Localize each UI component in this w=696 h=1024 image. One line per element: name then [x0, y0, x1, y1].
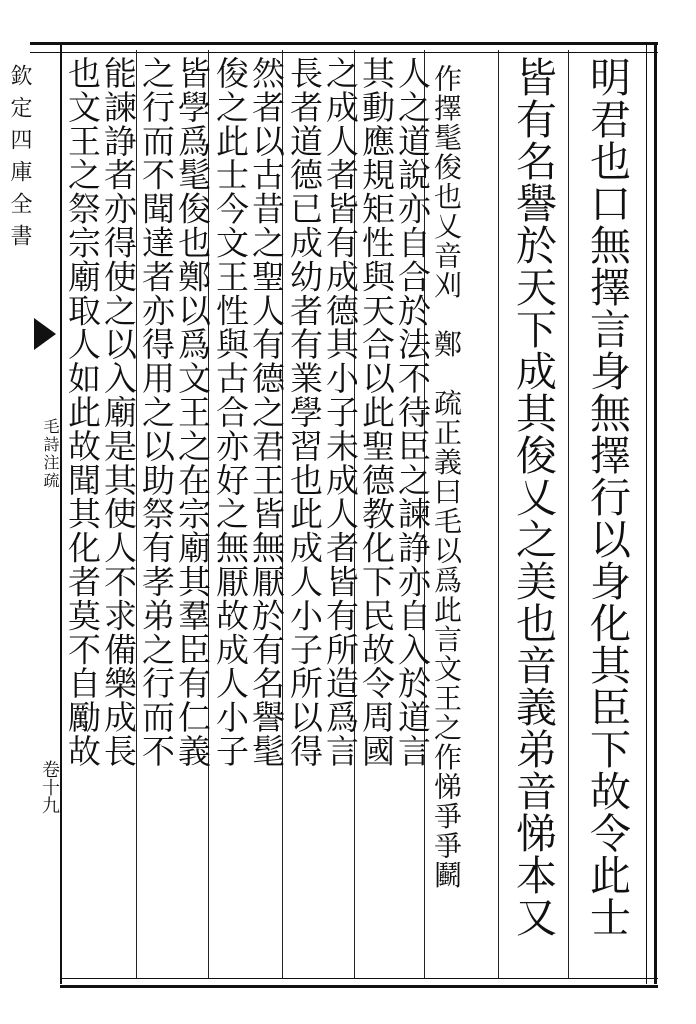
- text-column-5: 其動應規矩性與天合以此聖德教化下民故令周國: [357, 56, 396, 768]
- book-title: 欽定四庫全書: [7, 64, 32, 256]
- text-column-12: 能諫諍者亦得使之以入廟是其使人不求備樂成長: [99, 56, 138, 768]
- text-column-7: 長者道德已成幼者有業學習也此成人小子所以得: [285, 56, 324, 768]
- column-rule: [568, 50, 569, 978]
- text-column-4: 人之道說亦自合於法不待臣之諫諍亦自入於道言: [393, 56, 432, 768]
- text-column-9: 俊之此士今文王性與古合亦好之無厭故成人小子: [211, 56, 250, 768]
- frame-right-border: [646, 42, 657, 984]
- text-column-1: 明君也口無擇言身無擇行以身化其臣下故令此士: [583, 56, 631, 938]
- gutter-rule: [60, 42, 62, 984]
- section-title: 毛詩注疏: [41, 418, 60, 490]
- frame-bottom-border: [60, 978, 658, 988]
- text-column-10: 皆學爲髦俊也鄭以爲文王之在宗廟其羣臣有仁義: [173, 56, 212, 768]
- text-column-3: 作擇髦俊也乂音刈 鄭 疏正義曰毛以爲此言文王之作悌爭爭鬬: [430, 64, 463, 890]
- text-column-2: 皆有名譽於天下成其俊乂之美也音義弟音悌本又: [509, 56, 557, 938]
- fishtail-mark: [34, 318, 56, 350]
- text-column-11: 之行而不聞達者亦得用之以助祭有孝弟之行而不: [137, 56, 176, 768]
- frame-top-border: [30, 42, 658, 53]
- page-number: 卷十九: [39, 760, 60, 814]
- text-column-6: 之成人者皆有成德其小子未成人者皆有所造爲言: [321, 56, 360, 768]
- text-column-13: 也文王之祭宗廟取人如此故聞其化者莫不自勵故: [63, 56, 102, 768]
- text-column-8: 然者以古昔之聖人有德之君王皆無厭於有名譽髦: [247, 56, 286, 768]
- column-rule: [498, 50, 499, 978]
